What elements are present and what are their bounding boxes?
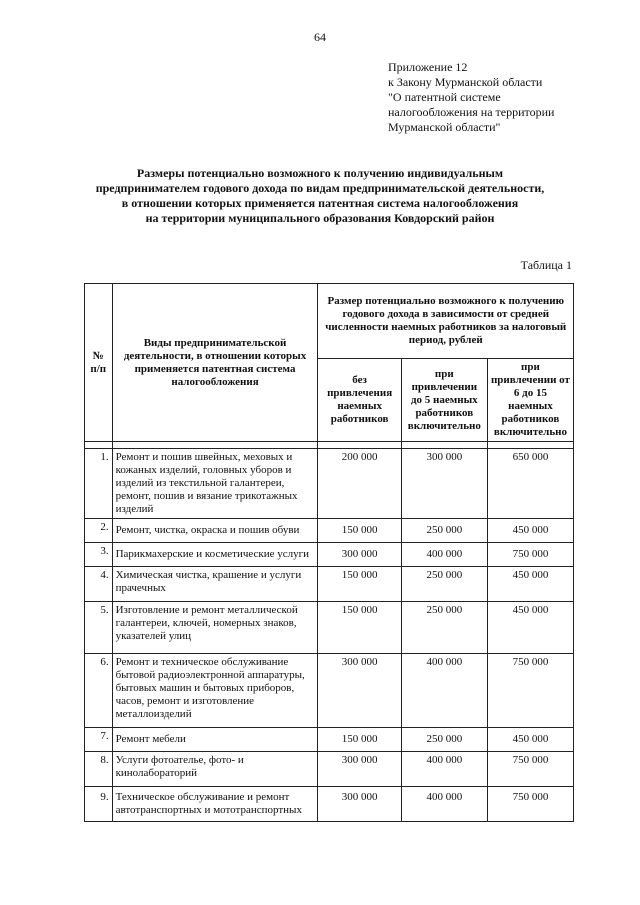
table-row bbox=[85, 543, 574, 567]
title-line: на территории муниципального образования Ковдорский район bbox=[145, 211, 495, 225]
row-value-upto5: 400 000 bbox=[401, 787, 487, 822]
header-activity: Виды предпринимательской деятельности, в отношении которых применяется патентная система налогообложения bbox=[112, 284, 318, 442]
row-num: 9. bbox=[85, 787, 113, 822]
appendix-line: к Закону Мурманской области bbox=[388, 75, 543, 89]
appendix-line: Приложение 12 bbox=[388, 60, 468, 74]
row-activity: Ремонт, чистка, окраска и пошив обуви bbox=[112, 519, 318, 543]
row-num: 4. bbox=[85, 567, 113, 602]
table-row bbox=[85, 752, 574, 787]
row-value-6to15: 750 000 bbox=[487, 654, 573, 728]
row-activity: Техническое обслуживание и ремонт автотранспортных и мототранспортных bbox=[112, 787, 318, 822]
row-num: 3. bbox=[85, 543, 113, 567]
table-row bbox=[85, 449, 574, 519]
header-up-to-5-employees: при привлечении до 5 наемных работников включительно bbox=[401, 359, 487, 442]
table-label: Таблица 1 bbox=[520, 258, 572, 272]
row-value-6to15: 450 000 bbox=[487, 519, 573, 543]
row-value-6to15: 750 000 bbox=[487, 543, 573, 567]
row-value-without: 300 000 bbox=[318, 543, 401, 567]
row-value-6to15: 450 000 bbox=[487, 567, 573, 602]
header-6-to-15-employees: при привлечении от 6 до 15 наемных работников включительно bbox=[487, 359, 573, 442]
table-row bbox=[85, 654, 574, 728]
row-value-without: 200 000 bbox=[318, 449, 401, 519]
row-value-upto5: 300 000 bbox=[401, 449, 487, 519]
row-num: 6. bbox=[85, 654, 113, 728]
row-value-6to15: 750 000 bbox=[487, 787, 573, 822]
row-activity: Ремонт и пошив швейных, меховых и кожаных изделий, головных уборов и изделий из текстильной галантереи, ремонт, пошив и вязание трикотажных изделий bbox=[112, 449, 318, 519]
table-row bbox=[85, 602, 574, 654]
row-num: 5. bbox=[85, 602, 113, 654]
row-value-without: 150 000 bbox=[318, 519, 401, 543]
row-activity: Ремонт мебели bbox=[112, 728, 318, 752]
row-activity: Изготовление и ремонт металлической галантереи, ключей, номерных знаков, указателей улиц bbox=[112, 602, 318, 654]
header-num: № п/п bbox=[85, 284, 113, 442]
row-value-without: 300 000 bbox=[318, 787, 401, 822]
appendix-line: Мурманской области" bbox=[388, 120, 501, 134]
page-number: 64 bbox=[314, 30, 326, 44]
row-value-upto5: 400 000 bbox=[401, 654, 487, 728]
row-value-upto5: 250 000 bbox=[401, 728, 487, 752]
row-value-upto5: 250 000 bbox=[401, 519, 487, 543]
row-value-6to15: 450 000 bbox=[487, 602, 573, 654]
row-value-upto5: 400 000 bbox=[401, 752, 487, 787]
title-line: в отношении которых применяется патентная система налогообложения bbox=[121, 196, 519, 210]
row-value-without: 300 000 bbox=[318, 752, 401, 787]
row-activity: Парикмахерские и косметические услуги bbox=[112, 543, 318, 567]
row-value-upto5: 250 000 bbox=[401, 602, 487, 654]
appendix-reference bbox=[388, 60, 554, 135]
row-value-without: 150 000 bbox=[318, 602, 401, 654]
appendix-line: налогообложения на территории bbox=[388, 105, 555, 119]
row-num: 7. bbox=[85, 728, 113, 752]
row-value-upto5: 250 000 bbox=[401, 567, 487, 602]
row-value-6to15: 650 000 bbox=[487, 449, 573, 519]
table-row bbox=[85, 567, 574, 602]
table-row bbox=[85, 519, 574, 543]
row-num: 1. bbox=[85, 449, 113, 519]
table-row bbox=[85, 787, 574, 822]
row-activity: Химическая чистка, крашение и услуги прачечных bbox=[112, 567, 318, 602]
table-row bbox=[85, 728, 574, 752]
document-title bbox=[40, 166, 600, 226]
row-value-6to15: 450 000 bbox=[487, 728, 573, 752]
header-without-employees: без привлечения наемных работников bbox=[318, 359, 401, 442]
row-value-6to15: 750 000 bbox=[487, 752, 573, 787]
row-activity: Ремонт и техническое обслуживание бытовой радиоэлектронной аппаратуры, бытовых машин и бытовых приборов, часов, ремонт и изготовление металлоизделий bbox=[112, 654, 318, 728]
row-num: 8. bbox=[85, 752, 113, 787]
row-value-without: 300 000 bbox=[318, 654, 401, 728]
row-activity: Услуги фотоателье, фото- и кинолабораторий bbox=[112, 752, 318, 787]
row-value-without: 150 000 bbox=[318, 728, 401, 752]
title-line: Размеры потенциально возможного к получению индивидуальным bbox=[136, 166, 504, 180]
appendix-line: "О патентной системе bbox=[388, 90, 501, 104]
header-income-group: Размер потенциально возможного к получению годового дохода в зависимости от средней численности наемных работников за налоговый период, рублей bbox=[318, 284, 574, 359]
title-line: предпринимателем годового дохода по видам предпринимательской деятельности, bbox=[95, 181, 545, 195]
row-value-upto5: 400 000 bbox=[401, 543, 487, 567]
row-value-without: 150 000 bbox=[318, 567, 401, 602]
income-table bbox=[84, 283, 574, 822]
row-num: 2. bbox=[85, 519, 113, 543]
